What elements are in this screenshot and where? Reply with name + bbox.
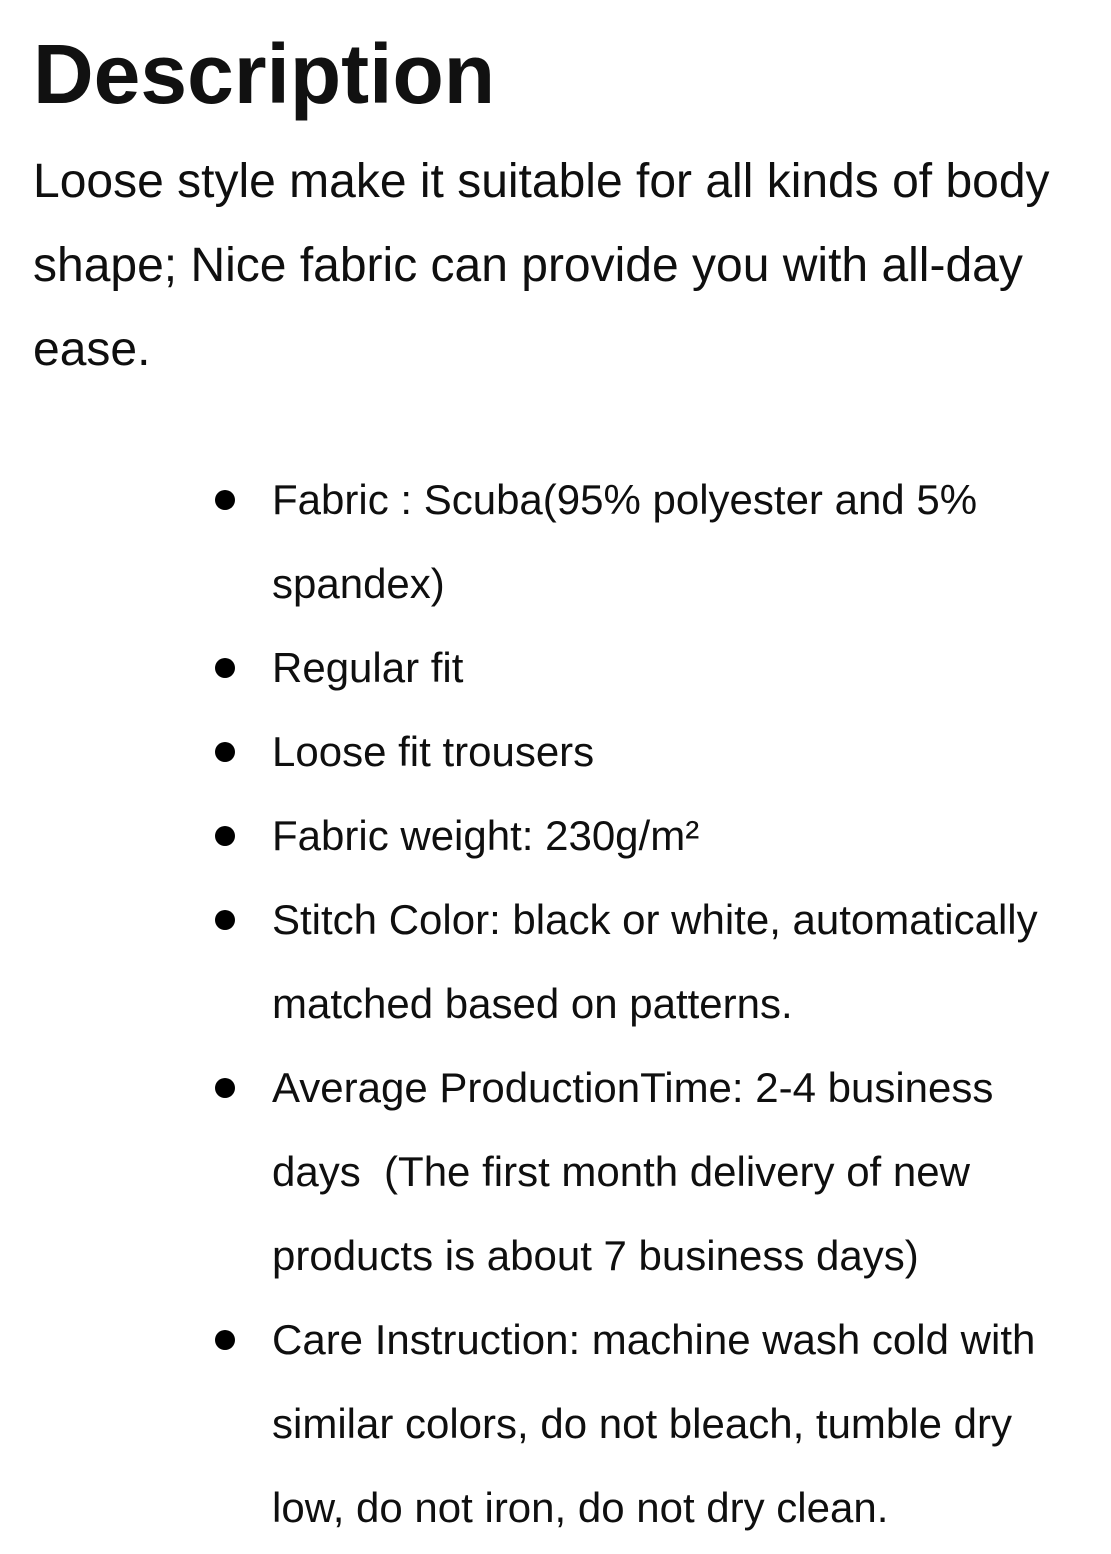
list-item xyxy=(33,794,1089,878)
bullet-icon xyxy=(215,826,235,846)
bullet-icon xyxy=(215,1078,235,1098)
list-item-text: Loose fit trousers xyxy=(272,728,595,775)
bullet-icon xyxy=(215,742,235,762)
list-item-text: Stitch Color: black or white, automatically matched based on patterns. xyxy=(272,896,1050,1027)
list-item-text: Fabric : Scuba(95% polyester and 5% spandex) xyxy=(272,476,989,607)
description-paragraph: Loose style make it suitable for all kinds of body shape; Nice fabric can provide you with all-day ease. xyxy=(33,155,1063,376)
bullet-icon xyxy=(215,910,235,930)
section-title: Description xyxy=(33,27,496,121)
list-item xyxy=(33,458,1089,626)
bullet-icon xyxy=(215,490,235,510)
list-item xyxy=(33,878,1089,1046)
spec-list xyxy=(33,458,1089,1550)
list-item-text: Fabric weight: 230g/m² xyxy=(272,812,700,859)
list-item xyxy=(33,1298,1089,1550)
bullet-icon xyxy=(215,1330,235,1350)
list-item xyxy=(33,1046,1089,1298)
bullet-icon xyxy=(215,658,235,678)
list-item xyxy=(33,626,1089,710)
list-item-text: Average ProductionTime: 2-4 business days (The first month delivery of new products is about 7 business days) xyxy=(272,1064,1006,1279)
list-item-text: Regular fit xyxy=(272,644,464,691)
list-item-text: Care Instruction: machine wash cold with similar colors, do not bleach, tumble dry low, do not iron, do not dry clean. xyxy=(272,1316,1048,1531)
list-item xyxy=(33,710,1089,794)
